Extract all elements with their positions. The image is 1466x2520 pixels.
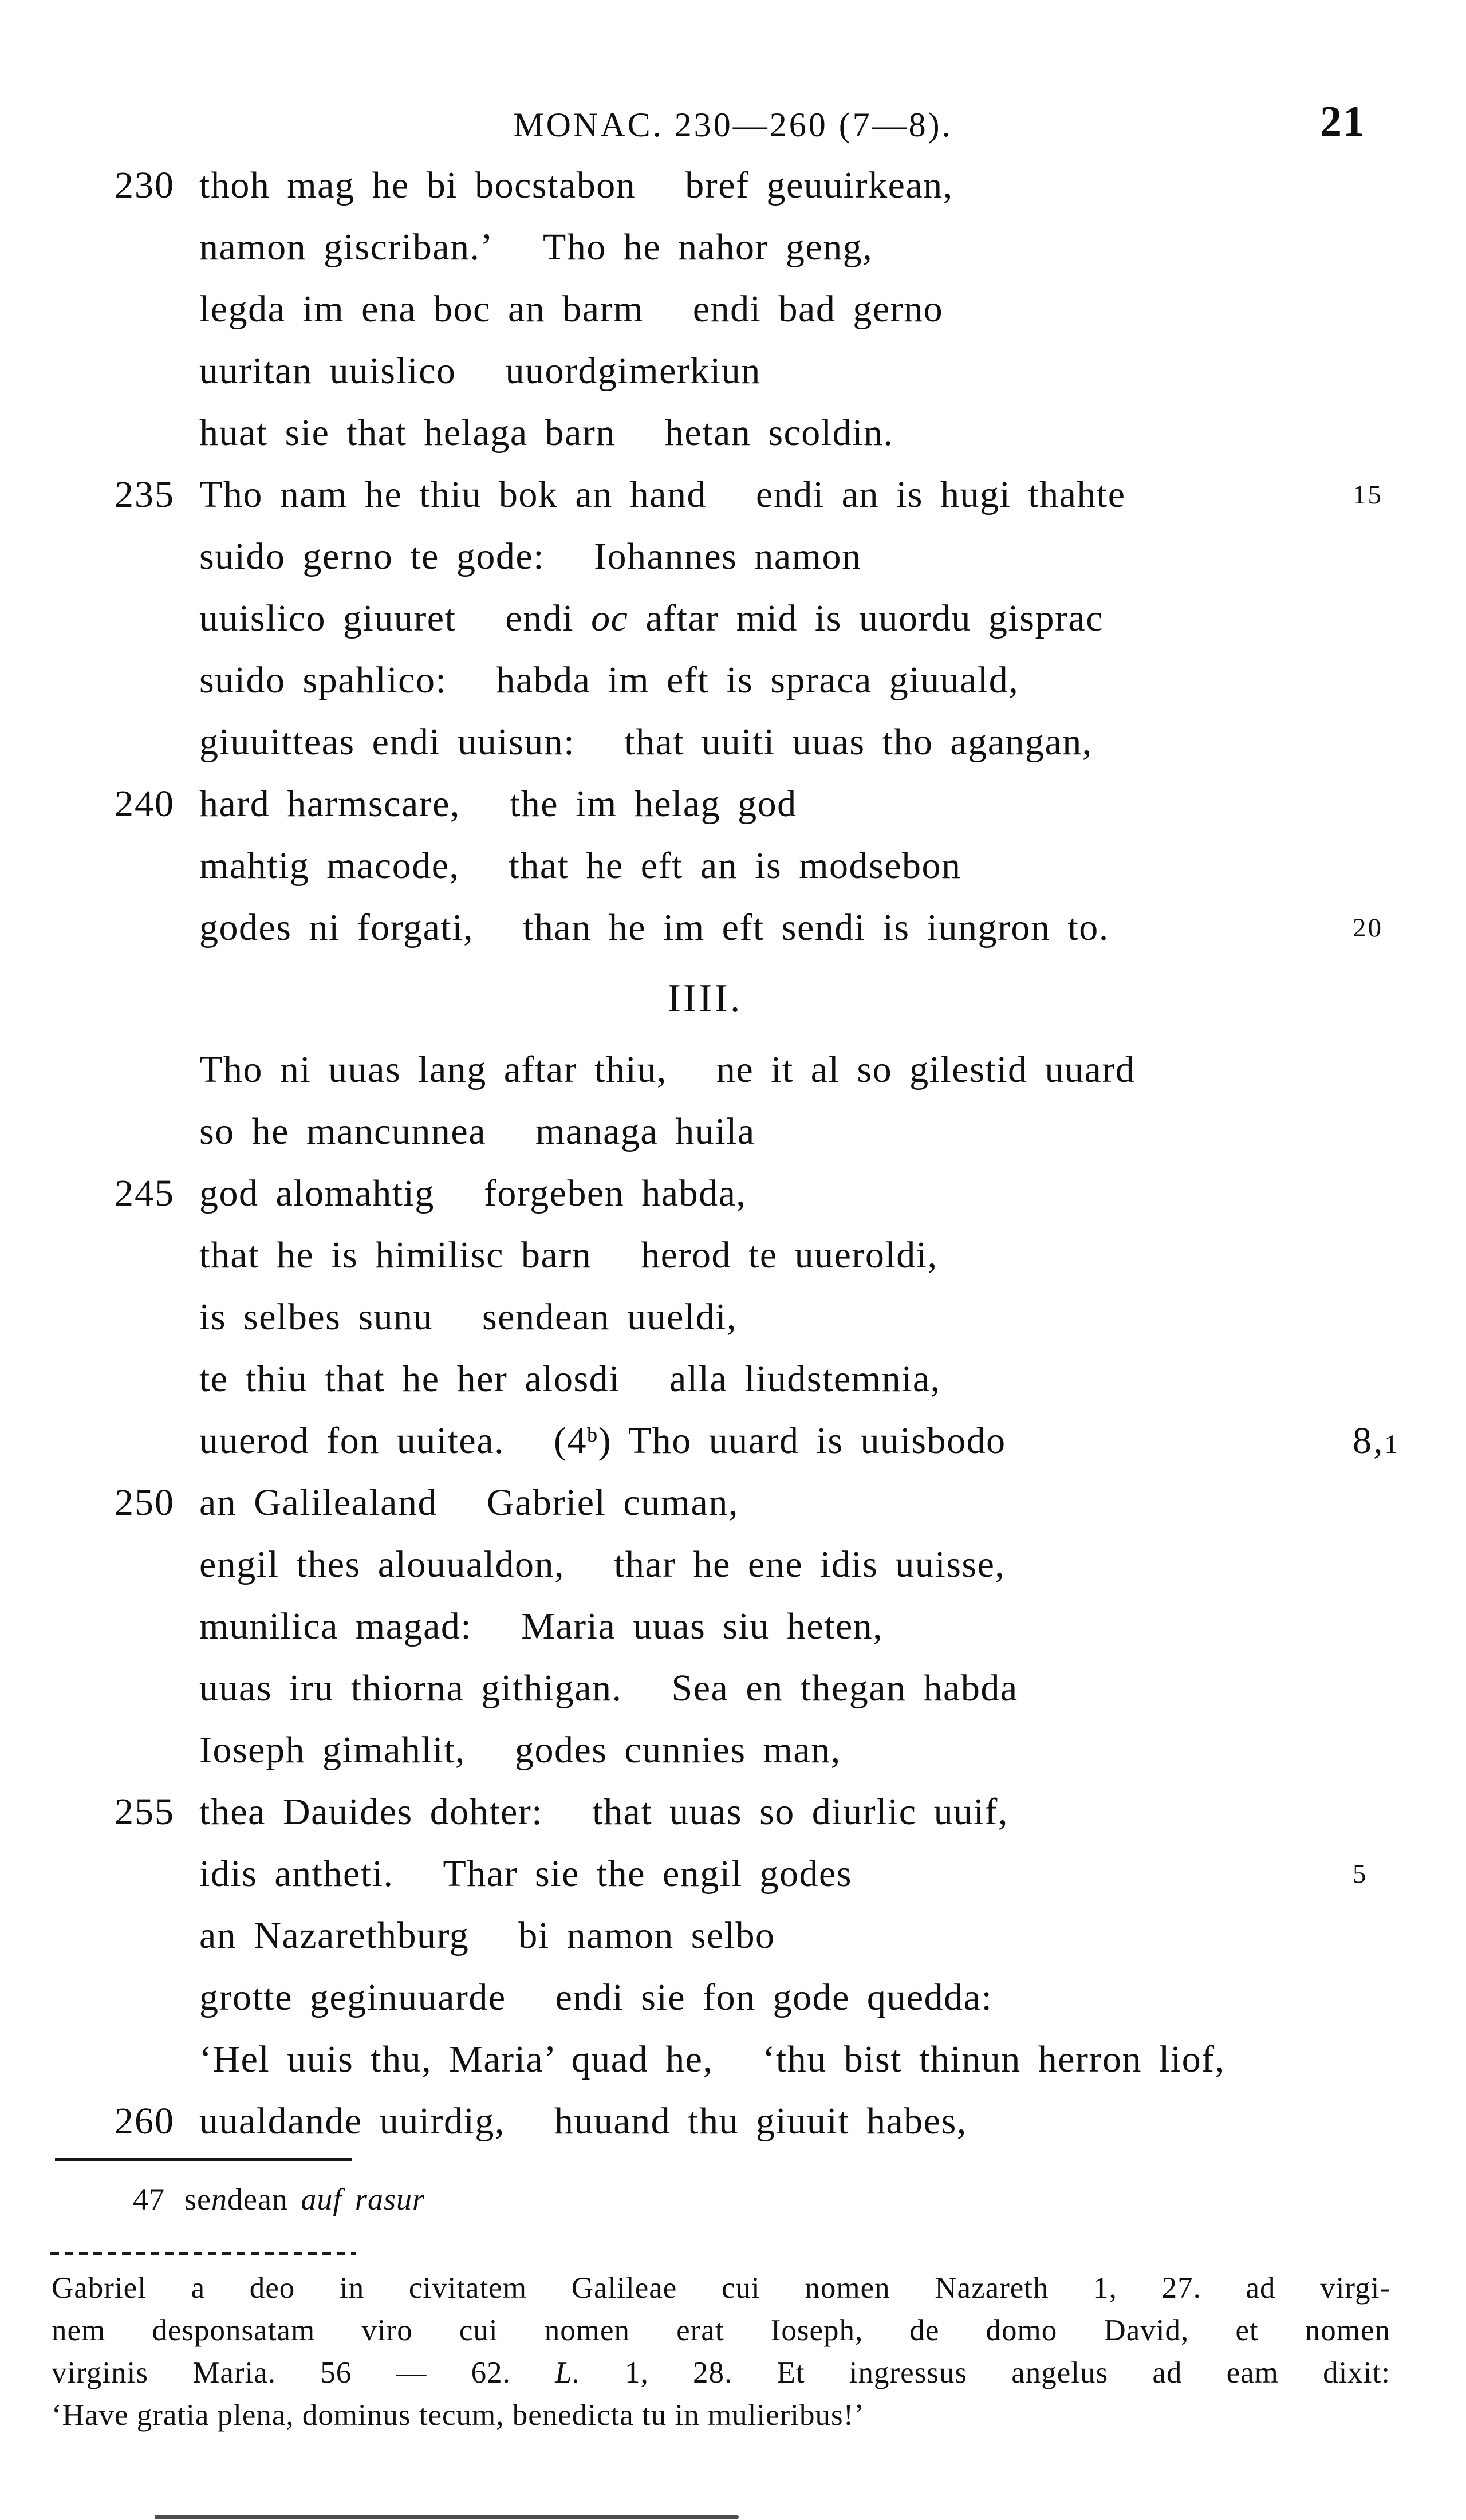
half-line-b bbox=[535, 1111, 755, 1152]
margin-reference bbox=[1353, 1843, 1461, 1905]
verse-text bbox=[199, 1534, 1005, 1596]
half-line-b bbox=[614, 1544, 1005, 1585]
text-segment: Maria uuas siu heten, bbox=[521, 1605, 884, 1647]
verse-text bbox=[199, 1410, 1006, 1477]
half-line-a bbox=[199, 226, 494, 268]
half-line-b bbox=[554, 2100, 967, 2142]
half-line-b bbox=[496, 659, 1019, 701]
text-segment: herod te uueroldi, bbox=[641, 1234, 938, 1276]
text-segment: uuerod fon uuitea. bbox=[199, 1420, 505, 1462]
verse-line-number: 240 bbox=[115, 783, 175, 825]
verse-line bbox=[0, 278, 1466, 340]
verse-line-number: 245 bbox=[115, 1172, 175, 1214]
text-segment: 8, bbox=[1353, 1420, 1385, 1462]
verse-line bbox=[0, 1843, 1466, 1905]
text-segment: aftar mid is uuordu gisprac bbox=[628, 597, 1104, 639]
half-line-b bbox=[515, 1729, 841, 1771]
text-segment: Thar sie the engil godes bbox=[443, 1853, 852, 1895]
verse-line bbox=[0, 1472, 1466, 1534]
text-segment: the im helag god bbox=[509, 783, 797, 825]
text-segment: 5 bbox=[1353, 1859, 1368, 1889]
half-line-a bbox=[199, 350, 456, 392]
text-segment: dean bbox=[227, 2182, 301, 2216]
text-segment: ‘thu bist thinun herron liof, bbox=[762, 2038, 1225, 2080]
fitte-heading: IIII. bbox=[667, 976, 743, 1021]
latin-line bbox=[52, 2394, 1390, 2436]
verse-line bbox=[0, 1967, 1466, 2029]
verse-text bbox=[199, 155, 953, 216]
text-segment: that uuas so diurlic uuif, bbox=[592, 1791, 1008, 1833]
verse-line bbox=[0, 835, 1466, 897]
half-line-a bbox=[199, 1234, 592, 1276]
verse-text bbox=[199, 1781, 1008, 1843]
verse-line bbox=[0, 773, 1466, 835]
running-title: MONAC. 230—260 (7—8). bbox=[513, 106, 953, 144]
verse-line bbox=[0, 588, 1466, 649]
verse-line bbox=[0, 1905, 1466, 1967]
superscript-text: b bbox=[587, 1423, 598, 1447]
text-segment: 15 bbox=[1353, 480, 1383, 510]
verse-text bbox=[199, 526, 861, 588]
half-line-b bbox=[665, 412, 894, 454]
italic-text: auf rasur bbox=[301, 2182, 425, 2216]
verse-line bbox=[0, 526, 1466, 588]
text-segment: uuas iru thiorna githigan. bbox=[199, 1667, 622, 1709]
half-line-b bbox=[543, 226, 873, 268]
verse-line-number: 235 bbox=[115, 474, 175, 515]
verse-line bbox=[0, 711, 1466, 773]
text-segment: uuritan uuislico bbox=[199, 350, 456, 392]
page-header bbox=[0, 96, 1466, 153]
half-line-a bbox=[199, 412, 616, 454]
text-segment: so he mancunnea bbox=[199, 1111, 486, 1152]
verse-line bbox=[0, 1719, 1466, 1781]
half-line-a bbox=[199, 1915, 469, 1956]
verse-line bbox=[0, 464, 1466, 526]
text-segment: Ioseph gimahlit, bbox=[199, 1729, 466, 1771]
half-line-a bbox=[199, 721, 575, 763]
verse-text bbox=[199, 773, 797, 835]
text-segment: Tho ni uuas lang aftar thiu, bbox=[199, 1049, 667, 1090]
text-segment: Iohannes namon bbox=[594, 536, 862, 577]
text-segment: thoh mag he bi bocstabon bbox=[199, 164, 636, 206]
verse-text bbox=[199, 216, 873, 278]
half-line-b bbox=[510, 783, 797, 825]
text-segment: an Nazarethburg bbox=[199, 1915, 470, 1956]
half-line-a bbox=[199, 288, 644, 330]
verse-text bbox=[199, 1657, 1018, 1719]
text-segment: Tho he nahor geng, bbox=[543, 226, 873, 268]
text-segment: Tho nam he thiu bok an hand bbox=[199, 474, 707, 515]
verse-line bbox=[0, 1224, 1466, 1286]
footnote-text bbox=[184, 2182, 425, 2216]
verse-block-fitte-3 bbox=[0, 155, 1466, 959]
verse-line-number: 260 bbox=[115, 2100, 175, 2142]
latin-line bbox=[52, 2309, 1390, 2352]
verse-text bbox=[199, 1843, 852, 1905]
text-segment: habda im eft is spraca giuuald, bbox=[496, 659, 1019, 701]
verse-line-number: 250 bbox=[115, 1482, 175, 1523]
half-line-b bbox=[592, 1791, 1008, 1833]
verse-text bbox=[199, 1163, 746, 1224]
text-segment: forgeben habda, bbox=[483, 1172, 747, 1214]
half-line-a bbox=[199, 1605, 472, 1647]
text-segment: that he eft an is modsebon bbox=[509, 845, 961, 887]
half-line-b bbox=[509, 845, 961, 887]
apparatus-footnote bbox=[133, 2176, 425, 2222]
half-line-b bbox=[554, 1420, 1006, 1462]
text-segment: munilica magad: bbox=[199, 1605, 472, 1647]
text-segment: nem desponsatam viro cui nomen erat Ioseph, de domo David, et nomen bbox=[52, 2314, 1390, 2347]
text-segment: ) Tho uuard is uuisbodo bbox=[598, 1420, 1006, 1462]
verse-line bbox=[0, 1286, 1466, 1348]
half-line-a bbox=[199, 1358, 620, 1400]
text-segment: thar he ene idis uuisse, bbox=[614, 1544, 1006, 1585]
verse-line bbox=[0, 1596, 1466, 1657]
text-segment: idis antheti. bbox=[199, 1853, 394, 1895]
half-line-a bbox=[199, 1853, 393, 1895]
half-line-a bbox=[199, 2100, 505, 2142]
half-line-a bbox=[199, 1544, 565, 1585]
text-segment: that he is himilisc barn bbox=[199, 1234, 592, 1276]
verse-line bbox=[0, 1534, 1466, 1596]
margin-reference bbox=[1353, 897, 1461, 959]
text-segment: giuuitteas endi uuisun: bbox=[199, 721, 576, 763]
text-segment: ‘Have gratia plena, dominus tecum, benedicta tu in mulieribus!’ bbox=[52, 2399, 865, 2432]
verse-text bbox=[199, 340, 761, 402]
text-segment: alla liudstemnia, bbox=[669, 1358, 941, 1400]
half-line-a bbox=[199, 907, 474, 948]
half-line-a bbox=[199, 1791, 543, 1833]
half-line-a bbox=[199, 1172, 435, 1214]
verse-line bbox=[0, 1163, 1466, 1224]
half-line-a bbox=[199, 1976, 506, 2018]
verse-text bbox=[199, 1905, 775, 1967]
half-line-a bbox=[199, 1049, 667, 1090]
text-segment: Gabriel cuman, bbox=[486, 1482, 739, 1523]
half-line-b bbox=[443, 1853, 852, 1895]
verse-text bbox=[199, 464, 1126, 526]
text-segment: managa huila bbox=[535, 1111, 755, 1152]
half-line-b bbox=[624, 721, 1093, 763]
half-line-b bbox=[555, 1976, 993, 2018]
text-segment: bi namon selbo bbox=[518, 1915, 775, 1956]
half-line-b bbox=[716, 1049, 1135, 1090]
text-segment: is selbes sunu bbox=[199, 1296, 433, 1338]
half-line-a bbox=[199, 164, 636, 206]
text-segment: uuislico giuuret bbox=[199, 597, 456, 639]
text-segment: hard harmscare, bbox=[199, 783, 460, 825]
text-segment: legda im ena boc an barm bbox=[199, 288, 644, 330]
text-segment: endi bbox=[505, 597, 592, 639]
text-segment: godes cunnies man, bbox=[514, 1729, 841, 1771]
half-line-b bbox=[756, 474, 1126, 515]
text-segment: huat sie that helaga barn bbox=[199, 412, 616, 454]
text-segment: se bbox=[184, 2182, 211, 2216]
half-line-b bbox=[672, 1667, 1018, 1709]
text-segment: ‘Hel uuis thu, Maria’ quad he, bbox=[199, 2038, 714, 2080]
text-segment: huuand thu giuuit habes, bbox=[554, 2100, 967, 2142]
text-segment: grotte geginuuarde bbox=[199, 1976, 506, 2018]
half-line-a bbox=[199, 1420, 505, 1462]
verse-line bbox=[0, 1348, 1466, 1410]
footnote-rule bbox=[55, 2158, 352, 2161]
half-line-b bbox=[693, 288, 943, 330]
text-segment: Sea en thegan habda bbox=[671, 1667, 1018, 1709]
verse-line bbox=[0, 1101, 1466, 1163]
half-line-a bbox=[199, 1482, 438, 1523]
text-segment: thea Dauides dohter: bbox=[199, 1791, 543, 1833]
verse-text bbox=[199, 897, 1109, 959]
text-segment: (4 bbox=[554, 1420, 587, 1462]
text-segment: namon giscriban.’ bbox=[199, 226, 494, 268]
verse-line bbox=[0, 2029, 1466, 2090]
text-segment: 20 bbox=[1353, 913, 1383, 943]
text-segment: an Galilealand bbox=[199, 1482, 438, 1523]
verse-text bbox=[199, 711, 1093, 773]
half-line-b bbox=[505, 350, 760, 392]
footnote-line-number: 47 bbox=[133, 2182, 165, 2216]
text-segment: engil thes alouualdon, bbox=[199, 1544, 565, 1585]
text-segment: te thiu that he her alosdi bbox=[199, 1358, 620, 1400]
verse-line bbox=[0, 1781, 1466, 1843]
half-line-b bbox=[521, 1605, 883, 1647]
half-line-a bbox=[199, 536, 545, 577]
page-number: 21 bbox=[1320, 97, 1366, 145]
verse-line bbox=[0, 1410, 1466, 1472]
half-line-b bbox=[685, 164, 953, 206]
text-segment: than he im eft sendi is iungron to. bbox=[523, 907, 1109, 948]
half-line-a bbox=[199, 1111, 486, 1152]
text-segment: hetan scoldin. bbox=[664, 412, 894, 454]
text-segment: 1, 28. Et ingressus angelus ad eam dixit: bbox=[580, 2356, 1390, 2389]
text-segment: uuordgimerkiun bbox=[505, 350, 761, 392]
margin-reference bbox=[1353, 464, 1461, 526]
verse-text bbox=[199, 1286, 737, 1348]
text-segment: god alomahtig bbox=[199, 1172, 435, 1214]
verse-line bbox=[0, 155, 1466, 216]
italic-text: oc bbox=[591, 597, 629, 639]
verse-text bbox=[199, 588, 1104, 649]
verse-text bbox=[199, 1472, 739, 1534]
verse-line bbox=[0, 1039, 1466, 1101]
half-line-b bbox=[594, 536, 861, 577]
text-segment: bref geuuirkean, bbox=[685, 164, 953, 206]
verse-line bbox=[0, 897, 1466, 959]
text-segment: Gabriel a deo in civitatem Galileae cui nomen Nazareth 1, 27. ad virgi- bbox=[52, 2271, 1390, 2305]
verse-line bbox=[0, 2090, 1466, 2152]
half-line-b bbox=[523, 907, 1109, 948]
verse-line bbox=[0, 1657, 1466, 1719]
text-segment: suido gerno te gode: bbox=[199, 536, 545, 577]
text-segment: endi an is hugi thahte bbox=[756, 474, 1126, 515]
latin-line bbox=[52, 2352, 1390, 2394]
verse-text bbox=[199, 1719, 841, 1781]
half-line-a bbox=[199, 1296, 433, 1338]
verse-text bbox=[199, 1348, 941, 1410]
half-line-a bbox=[199, 1729, 466, 1771]
latin-line bbox=[52, 2267, 1390, 2309]
half-line-a bbox=[199, 1667, 622, 1709]
half-line-b bbox=[484, 1172, 746, 1214]
text-segment: virginis Maria. 56 — 62. bbox=[52, 2356, 555, 2389]
half-line-b bbox=[762, 2038, 1225, 2080]
text-segment: suido spahlico: bbox=[199, 659, 447, 701]
verse-line-number: 230 bbox=[115, 164, 175, 206]
italic-text: n bbox=[211, 2182, 227, 2216]
half-line-b bbox=[482, 1296, 737, 1338]
half-line-a bbox=[199, 474, 707, 515]
verse-text bbox=[199, 1039, 1135, 1101]
half-line-b bbox=[669, 1358, 941, 1400]
dashed-divider bbox=[50, 2252, 356, 2255]
verse-text bbox=[199, 835, 961, 897]
text-segment: sendean uueldi, bbox=[482, 1296, 738, 1338]
verse-line bbox=[0, 649, 1466, 711]
verse-text bbox=[199, 1596, 883, 1657]
verse-line bbox=[0, 340, 1466, 402]
scan-edge-artifact bbox=[155, 2515, 739, 2519]
half-line-a bbox=[199, 845, 460, 887]
text-segment: godes ni forgati, bbox=[199, 907, 474, 948]
verse-text bbox=[199, 1101, 755, 1163]
half-line-a bbox=[199, 783, 460, 825]
text-segment: mahtig macode, bbox=[199, 845, 460, 887]
half-line-b bbox=[641, 1234, 937, 1276]
half-line-b bbox=[505, 597, 1104, 639]
half-line-a bbox=[199, 2038, 713, 2080]
text-segment: that uuiti uuas tho agangan, bbox=[624, 721, 1093, 763]
margin-reference bbox=[1353, 1410, 1461, 1475]
verse-text bbox=[199, 402, 893, 464]
verse-line-number: 255 bbox=[115, 1791, 175, 1833]
text-segment: 1 bbox=[1384, 1430, 1400, 1459]
latin-source-block bbox=[52, 2267, 1390, 2436]
verse-text bbox=[199, 2029, 1225, 2090]
half-line-a bbox=[199, 597, 456, 639]
verse-line bbox=[0, 216, 1466, 278]
verse-text bbox=[199, 1967, 992, 2029]
half-line-b bbox=[518, 1915, 775, 1956]
text-segment: ne it al so gilestid uuard bbox=[716, 1049, 1136, 1090]
text-segment: endi bad gerno bbox=[692, 288, 944, 330]
text-segment: uualdande uuirdig, bbox=[199, 2100, 505, 2142]
text-segment: endi sie fon gode quedda: bbox=[555, 1976, 993, 2018]
half-line-b bbox=[487, 1482, 739, 1523]
italic-text: L. bbox=[555, 2356, 581, 2389]
verse-text bbox=[199, 2090, 967, 2152]
verse-text bbox=[199, 278, 943, 340]
half-line-a bbox=[199, 659, 447, 701]
verse-block-fitte-4 bbox=[0, 1039, 1466, 2152]
verse-text bbox=[199, 1224, 938, 1286]
verse-line bbox=[0, 402, 1466, 464]
verse-text bbox=[199, 649, 1019, 711]
